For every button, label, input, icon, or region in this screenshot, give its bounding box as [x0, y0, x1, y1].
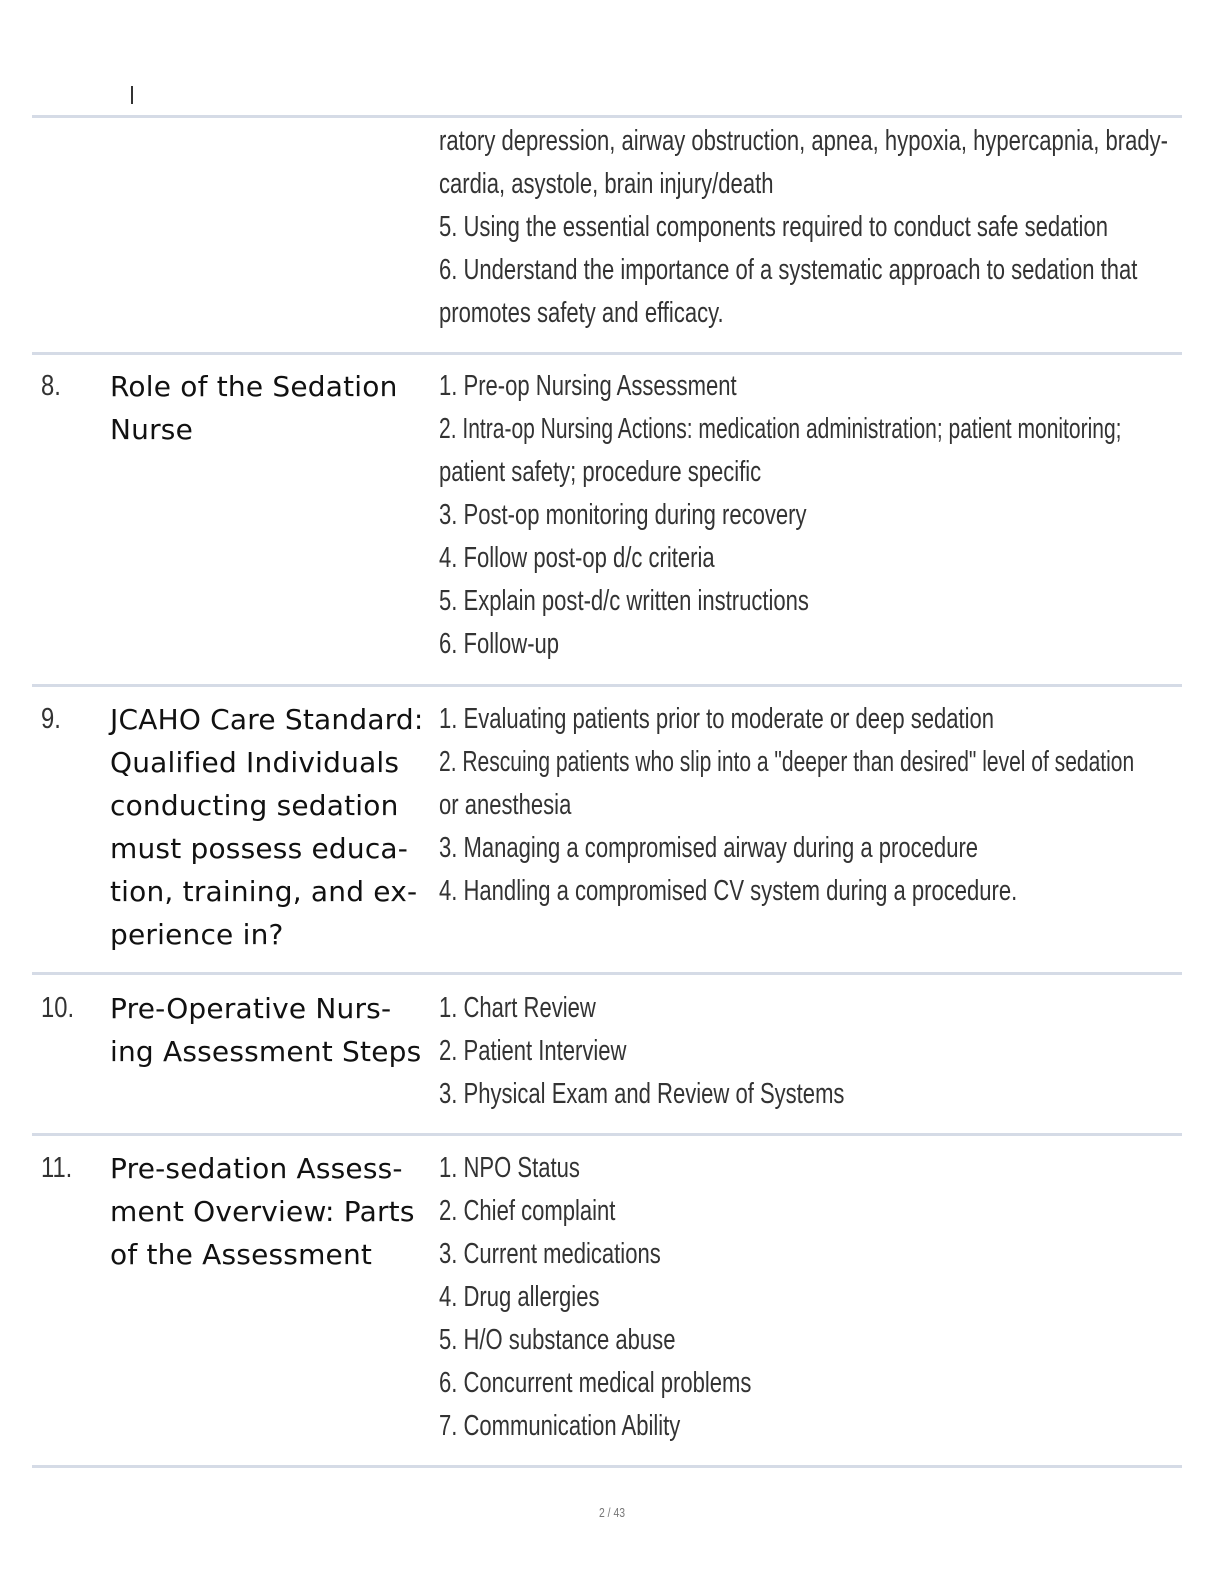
definition-cell	[439, 1147, 850, 1448]
term-line: Qualified Individuals	[110, 746, 400, 779]
term-line: Nurse	[110, 413, 194, 446]
table-divider	[32, 1133, 1182, 1136]
definition-line: 6. Follow-up	[439, 628, 560, 660]
term-line: perience in?	[110, 918, 284, 951]
term-line: must possess educa-	[110, 832, 409, 865]
definition-line: 5. Using the essential components required to conduct safe sedation	[439, 211, 1108, 243]
definition-line: 4. Follow post-op d/c criteria	[439, 542, 715, 574]
definition-line: 5. Explain post-d/c written instructions	[439, 585, 809, 617]
definition-line: ratory depression, airway obstruction, apnea, hypoxia, hypercapnia, brady-	[439, 125, 1168, 157]
term-line: Pre-sedation Assess-	[110, 1152, 403, 1185]
definition-line: promotes safety and efficacy.	[439, 297, 724, 329]
term-line: Pre-Operative Nurs-	[110, 992, 392, 1025]
definition-line: 1. Chart Review	[439, 992, 596, 1024]
definition-line: or anesthesia	[439, 789, 572, 821]
term-line: Role of the Sedation	[110, 370, 398, 403]
term-cell	[110, 987, 432, 1073]
row-number: 9.	[41, 703, 61, 735]
definition-cell	[439, 365, 1224, 666]
definition-line: 1. Pre-op Nursing Assessment	[439, 370, 737, 402]
row-number: 10.	[41, 992, 75, 1024]
definition-line: cardia, asystole, brain injury/death	[439, 168, 774, 200]
definition-line: 1. NPO Status	[439, 1152, 580, 1184]
definition-line: 6. Concurrent medical problems	[439, 1367, 752, 1399]
table-divider	[32, 684, 1182, 687]
definition-line: 2. Chief complaint	[439, 1195, 616, 1227]
term-cell	[110, 698, 432, 956]
term-line: ment Overview: Parts	[110, 1195, 415, 1228]
row-number: 11.	[41, 1152, 73, 1184]
table-divider	[32, 352, 1182, 355]
term-cell	[110, 365, 432, 451]
term-cell	[110, 1147, 432, 1276]
table-divider	[32, 1465, 1182, 1468]
definition-cell	[439, 120, 1224, 335]
definition-cell	[439, 698, 1224, 913]
term-line: JCAHO Care Standard:	[110, 703, 424, 736]
definition-line: 3. Managing a compromised airway during a procedure	[439, 832, 979, 864]
definition-line: 2. Rescuing patients who slip into a "deeper than desired" level of sedation	[439, 746, 1135, 778]
definition-line: patient safety; procedure specific	[439, 456, 762, 488]
definition-line: 6. Understand the importance of a systematic approach to sedation that	[439, 254, 1138, 286]
row-number: 8.	[41, 370, 61, 402]
page-indicator: 2 / 43	[598, 1505, 626, 1520]
definition-cell	[439, 987, 972, 1116]
term-line: tion, training, and ex-	[110, 875, 418, 908]
definition-line: 1. Evaluating patients prior to moderate or deep sedation	[439, 703, 995, 735]
definition-line: 2. Intra-op Nursing Actions: medication administration; patient monitoring;	[439, 413, 1122, 445]
definition-line: 5. H/O substance abuse	[439, 1324, 676, 1356]
definition-line: 2. Patient Interview	[439, 1035, 627, 1067]
term-line: of the Assessment	[110, 1238, 373, 1271]
term-line: conducting sedation	[110, 789, 399, 822]
definition-line: 3. Current medications	[439, 1238, 661, 1270]
term-line: ing Assessment Steps	[110, 1035, 422, 1068]
table-divider	[32, 115, 1182, 118]
definition-line: 4. Handling a compromised CV system during a procedure.	[439, 875, 1018, 907]
definition-line: 3. Post-op monitoring during recovery	[439, 499, 807, 531]
table-divider	[32, 972, 1182, 975]
definition-line: 7. Communication Ability	[439, 1410, 681, 1442]
definition-line: 4. Drug allergies	[439, 1281, 600, 1313]
header-cursor-mark	[131, 86, 133, 104]
definition-line: 3. Physical Exam and Review of Systems	[439, 1078, 845, 1110]
